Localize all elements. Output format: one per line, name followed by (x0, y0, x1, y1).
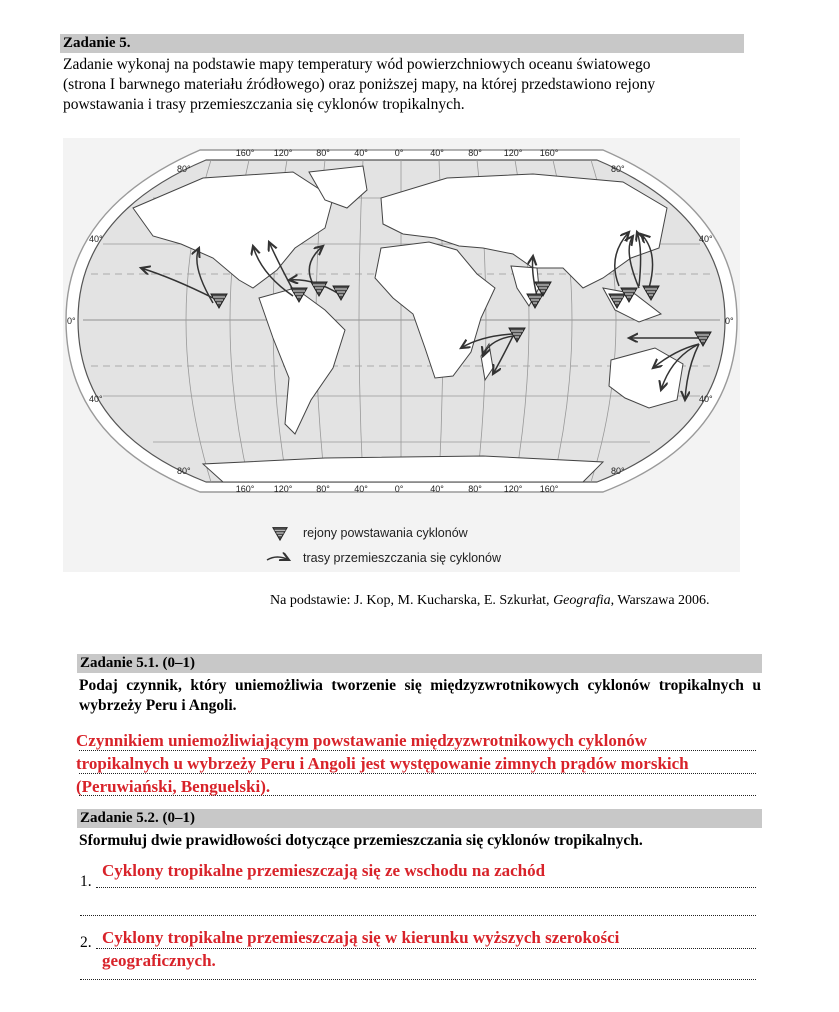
lon-label-top: 120° (503, 148, 523, 158)
lat-label-left: 80° (177, 466, 191, 476)
legend-track-label: trasy przemieszczania się cyklonów (303, 551, 501, 565)
lon-label-bottom: 160° (235, 484, 255, 494)
lon-label-bottom: 160° (539, 484, 559, 494)
lon-label-bottom: 80° (316, 484, 330, 494)
task51-answer-line: tropikalnych u wybrzeży Peru i Angoli jest występowanie zimnych prądów morskich (76, 754, 689, 773)
task52-answer-2 (102, 926, 782, 972)
task5-intro (63, 55, 753, 115)
task51-answer-line: (Peruwiański, Benguelski). (76, 777, 271, 796)
item-number: 2. (80, 934, 92, 951)
lat-label-right: 80° (611, 466, 625, 476)
lon-label-bottom: 40° (354, 484, 368, 494)
answer-line (80, 979, 756, 980)
cyclone-map (63, 138, 740, 572)
lat-label-right: 0° (725, 316, 734, 326)
task5-intro-line: powstawania i trasy przemieszczania się cyklonów tropikalnych. (63, 96, 465, 113)
lat-label-left: 40° (89, 234, 103, 244)
lon-label-top: 40° (354, 148, 368, 158)
item-number: 1. (80, 873, 92, 890)
lon-label-bottom: 0° (394, 484, 404, 494)
task51-question-line: tropikalnych u wybrzeży Peru i Angoli. (79, 677, 761, 714)
lat-label-left: 0° (67, 316, 76, 326)
lat-label-left: 40° (89, 394, 103, 404)
source-suffix: , Warszawa 2006. (610, 593, 710, 608)
lon-label-top: 80° (468, 148, 482, 158)
lon-label-bottom: 40° (430, 484, 444, 494)
task5-intro-line: Zadanie wykonaj na podstawie mapy temperatury wód powierzchniowych oceanu światowego (63, 56, 651, 73)
source-note (270, 591, 710, 611)
lat-label-right: 40° (699, 234, 713, 244)
lat-label-right: 40° (699, 394, 713, 404)
task51-answer-line: Czynnikiem uniemożliwiającym powstawanie międzyzwrotnikowych cyklonów (76, 731, 648, 750)
lat-label-left: 80° (177, 164, 191, 174)
task51-question-line: Podaj czynnik, który uniemożliwia tworzenie się międzyzwrotnikowych cyklonów (79, 677, 651, 694)
task52-answer-2-line: Cyklony tropikalne przemieszczają się w kierunku wyższych szerokości (102, 928, 620, 947)
answer-line (80, 915, 756, 916)
lat-label-right: 80° (611, 164, 625, 174)
lon-label-top: 40° (430, 148, 444, 158)
task52-question: Sformułuj dwie prawidłowości dotyczące przemieszczania się cyklonów tropikalnych. (79, 832, 643, 849)
task51-answer (76, 729, 821, 798)
lon-label-top: 0° (394, 148, 404, 158)
task51-header: Zadanie 5.1. (0–1) (77, 654, 762, 673)
lon-label-bottom: 120° (503, 484, 523, 494)
legend-origin-label: rejony powstawania cyklonów (303, 526, 468, 540)
lon-label-bottom: 80° (468, 484, 482, 494)
lon-label-top: 80° (316, 148, 330, 158)
lon-label-top: 120° (273, 148, 293, 158)
task52-answer-2-line: geograficznych. (102, 951, 216, 970)
lon-label-bottom: 120° (273, 484, 293, 494)
answer-line (96, 887, 756, 888)
task5-header: Zadanie 5. (60, 34, 744, 53)
task52-header: Zadanie 5.2. (0–1) (77, 809, 762, 828)
source-prefix: Na podstawie: J. Kop, M. Kucharska, E. Szkurłat, (270, 593, 554, 608)
lon-label-top: 160° (539, 148, 559, 158)
task52-answer-1: Cyklony tropikalne przemieszczają się ze wschodu na zachód (102, 861, 546, 880)
task5-intro-line: (strona I barwnego materiału źródłowego) oraz poniższej mapy, na której przedstawiono rejony (63, 76, 656, 93)
source-title: Geografia (553, 593, 611, 608)
lon-label-top: 160° (235, 148, 255, 158)
task51-question (79, 676, 761, 716)
